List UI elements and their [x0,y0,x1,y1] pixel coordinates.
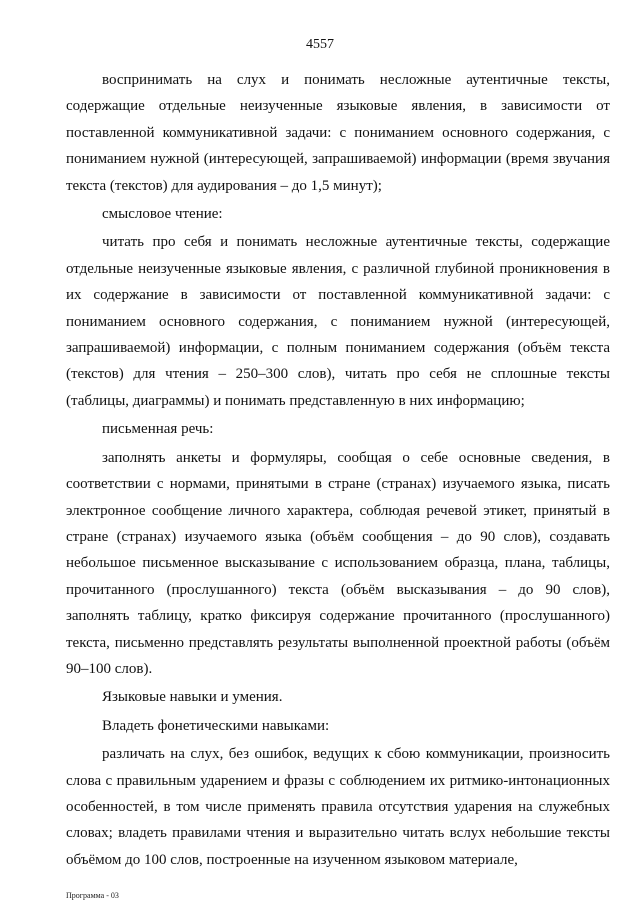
paragraph-reading: читать про себя и понимать несложные аутентичные тексты, содержащие отдельные неизученные языковые явления, с различной глубиной проникновения в их содержание в зависимости от поставленной коммуникативной задачи: с пониманием основного содержания, с пониманием нужной (интересующей, запрашиваемой) информации, с полным пониманием содержания (объём текста (текстов) для чтения – 250–300 слов), читать про себя не сплошные тексты (таблицы, диаграммы) и понимать представленную в них информацию; [66,234,610,409]
paragraph-listening: воспринимать на слух и понимать несложные аутентичные тексты, содержащие отдельные неизученные языковые явления, в зависимости от поставленной коммуникативной задачи: с пониманием основного содержания, с пониманием нужной (интересующей, запрашиваемой) информации (время звучания текста (текстов) для аудирования – до 1,5 минут); [66,72,610,194]
paragraph-phonetics: различать на слух, без ошибок, ведущих к сбою коммуникации, произносить слова с правильным ударением и фразы с соблюдением их ритмико-интонационных особенностей, в том числе применять правила отсутствия ударения на служебных словах; владеть правилами чтения и выразительно читать вслух небольшие тексты объёмом до 100 слов, построенные на изученном языковом материале, [66,746,610,868]
paragraph-writing-heading: письменная речь: [102,421,214,438]
document-body [66,67,610,873]
footer-label: Программа - 03 [66,891,119,900]
paragraph-phonetics-heading: Владеть фонетическими навыками: [102,717,330,734]
page-number: 4557 [306,37,334,52]
paragraph-writing: заполнять анкеты и формуляры, сообщая о себе основные сведения, в соответствии с нормами, принятыми в стране (странах) изучаемого языка, писать электронное сообщение личного характера, соблюдая речевой этикет, принятый в стране (странах) изучаемого языка (объём сообщения – до 90 слов), создавать небольшое письменное высказывание с использованием образца, плана, таблицы, прочитанного (прослушанного) текста (объём высказывания – до 90 слов), заполнять таблицу, кратко фиксируя содержание прочитанного (прослушанного) текста, письменно представлять результаты выполненной проектной работы (объём 90–100 слов). [66,449,610,677]
paragraph-reading-heading: смысловое чтение: [102,206,223,223]
paragraph-language-skills: Языковые навыки и умения. [102,689,283,706]
